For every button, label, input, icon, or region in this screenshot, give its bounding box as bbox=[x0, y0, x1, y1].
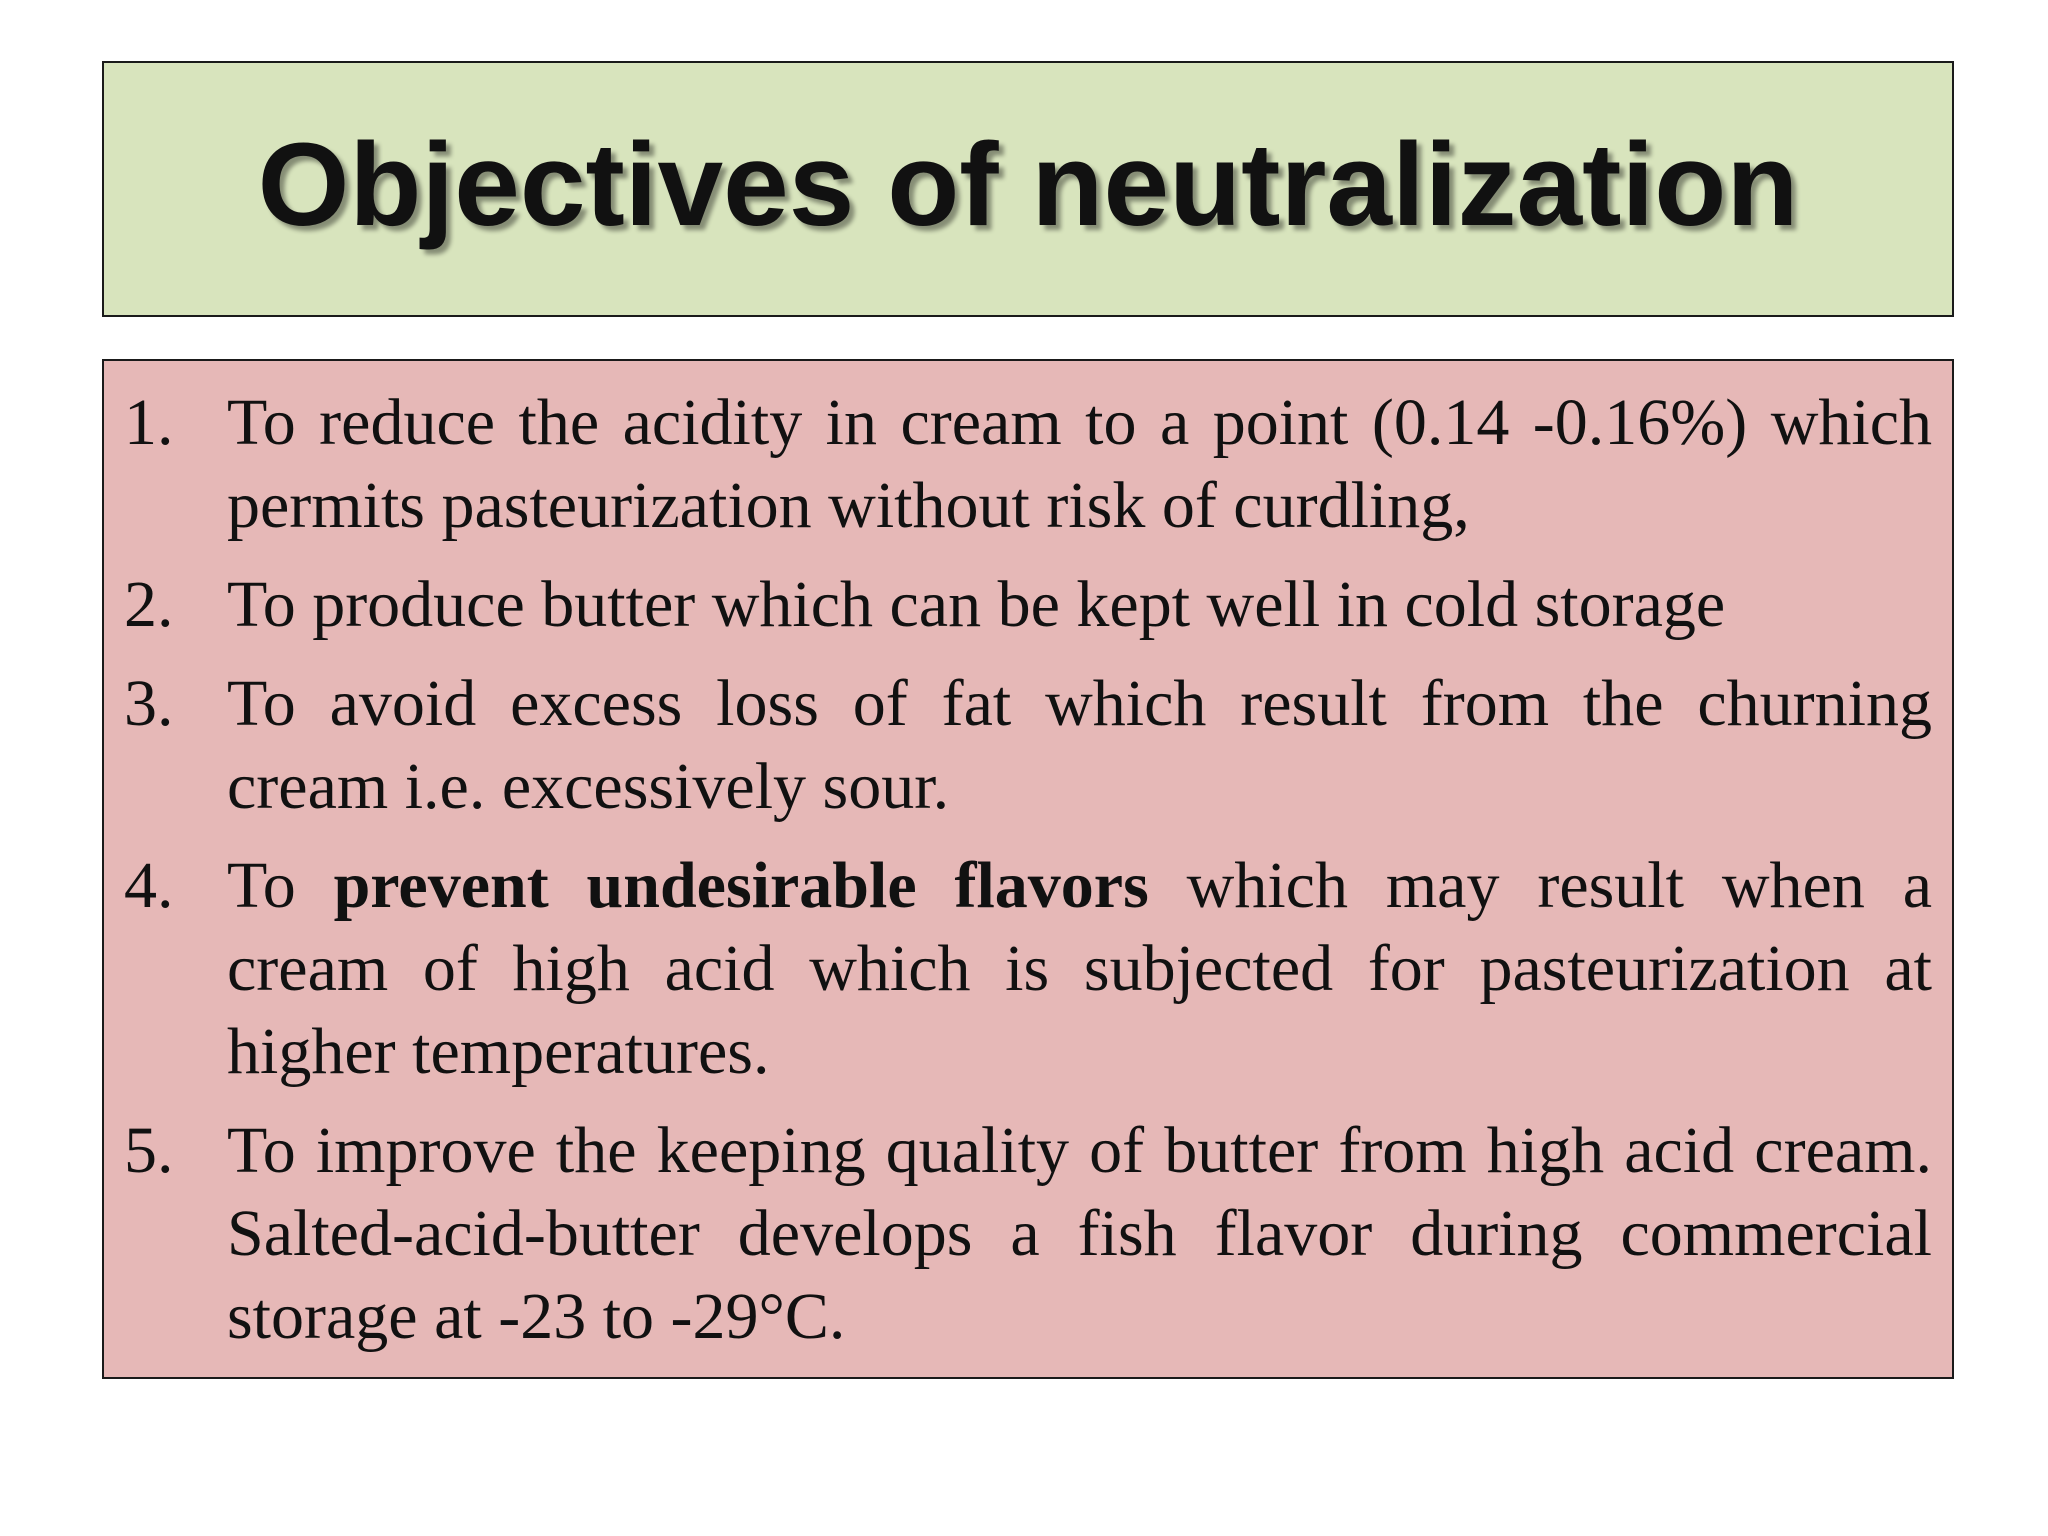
objective-item-4 bbox=[124, 844, 1932, 1093]
title-box bbox=[102, 61, 1954, 317]
objective-number: 5. bbox=[124, 1114, 174, 1187]
objective-text-emphasis: prevent undesirable flavors bbox=[333, 849, 1149, 922]
objective-item-1 bbox=[124, 381, 1932, 547]
objective-text bbox=[227, 844, 1932, 1093]
objectives-list bbox=[124, 381, 1932, 1358]
objective-text-start: To bbox=[227, 849, 334, 922]
objective-number: 3. bbox=[124, 667, 174, 740]
objective-item-5 bbox=[124, 1109, 1932, 1358]
slide-title: Objectives of neutralization bbox=[257, 119, 1799, 251]
objective-number: 1. bbox=[124, 386, 174, 459]
objective-item-2 bbox=[124, 563, 1932, 646]
objective-text: To reduce the acidity in cream to a point (0.14 -0.16%) which permits pasteurization without risk of curdling, bbox=[227, 386, 1932, 542]
objective-text-end: which may result when a cream of high acid which is subjected for pasteurization at higher temperatures. bbox=[227, 849, 1932, 1088]
content-box bbox=[102, 359, 1954, 1379]
objective-text: To avoid excess loss of fat which result from the churning cream i.e. excessively sour. bbox=[227, 667, 1932, 823]
objective-item-3 bbox=[124, 662, 1932, 828]
objective-text: To produce butter which can be kept well in cold storage bbox=[227, 568, 1726, 641]
objective-text: To improve the keeping quality of butter from high acid cream. Salted-acid-butter develops a fish flavor during commercial storage at -23 to -29°C. bbox=[227, 1114, 1932, 1353]
objective-number: 4. bbox=[124, 849, 174, 922]
objective-number: 2. bbox=[124, 568, 174, 641]
